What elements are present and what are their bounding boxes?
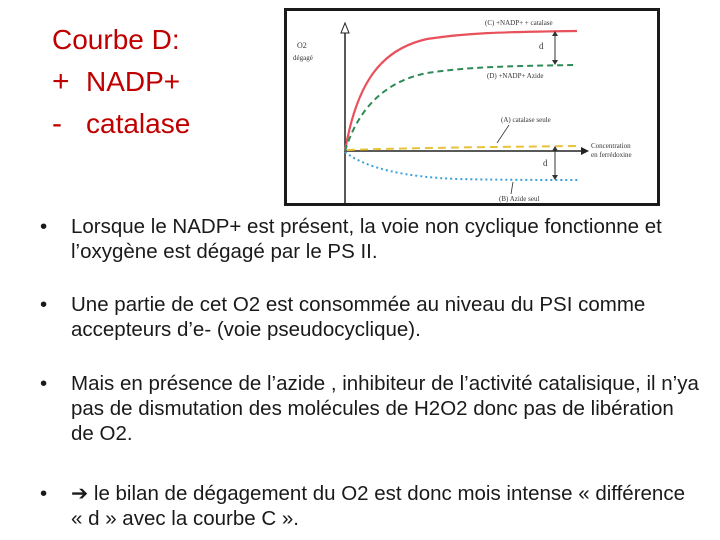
minus-symbol: - xyxy=(52,107,62,140)
curves-diagram xyxy=(287,11,663,209)
right-arrow-icon: ➔ xyxy=(71,482,89,505)
curve-a-label: (A) catalase seule xyxy=(501,116,551,124)
x-axis-arrow-icon xyxy=(581,147,589,155)
bullet-text: Mais en présence de l’azide , inhibiteur de l’activité catalisique, il n’ya pas de dismutation des molécules de H2O2 donc pas de libération de O2. xyxy=(71,372,699,445)
curve-a xyxy=(347,146,579,150)
x-label-ferredoxine: en ferrédoxine xyxy=(591,151,632,159)
slide-title xyxy=(52,22,252,142)
bullet-dot: • xyxy=(40,293,48,316)
bullet-item xyxy=(40,292,700,342)
title-nadp-text: NADP+ xyxy=(86,66,181,97)
bullet-dot: • xyxy=(40,215,48,238)
title-line-courbe: Courbe D: xyxy=(52,24,180,55)
bullet-text: le bilan de dégagement du O2 est donc mois intense « différence « d » avec la courbe C ». xyxy=(71,482,685,530)
d-arrow-top-head-down-icon xyxy=(552,60,558,65)
d-label-bottom: d xyxy=(543,158,548,168)
y-label-degage: dégagé xyxy=(293,54,313,62)
plus-symbol: + xyxy=(52,65,70,98)
curve-a-pointer xyxy=(497,125,509,143)
bullet-dot: • xyxy=(40,482,48,505)
title-catalase-text: catalase xyxy=(86,108,191,139)
bullet-dot: • xyxy=(40,372,48,395)
title-line-nadp xyxy=(52,64,252,100)
x-label-concentration: Concentration xyxy=(591,142,631,150)
bullet-item xyxy=(40,481,700,531)
y-axis-arrow-icon xyxy=(341,23,349,33)
y-label-o2: O2 xyxy=(297,41,307,50)
o2-curves-figure xyxy=(284,8,660,206)
curve-b-pointer xyxy=(511,182,513,194)
bullet-text: Une partie de cet O2 est consommée au niveau du PSI comme accepteurs d’e- (voie pseudocyclique). xyxy=(71,293,646,341)
curve-d-label: (D) +NADP+ Azide xyxy=(487,72,544,80)
bullet-item xyxy=(40,371,700,446)
bullet-item xyxy=(40,214,700,264)
bullet-text: Lorsque le NADP+ est présent, la voie non cyclique fonctionne et l’oxygène est dégagé par le PS II. xyxy=(71,215,662,263)
curve-b-label: (B) Azide seul xyxy=(499,195,540,203)
d-label-top: d xyxy=(539,41,544,51)
curve-c-label: (C) +NADP+ + catalase xyxy=(485,19,553,27)
title-line-catalase xyxy=(52,106,252,142)
